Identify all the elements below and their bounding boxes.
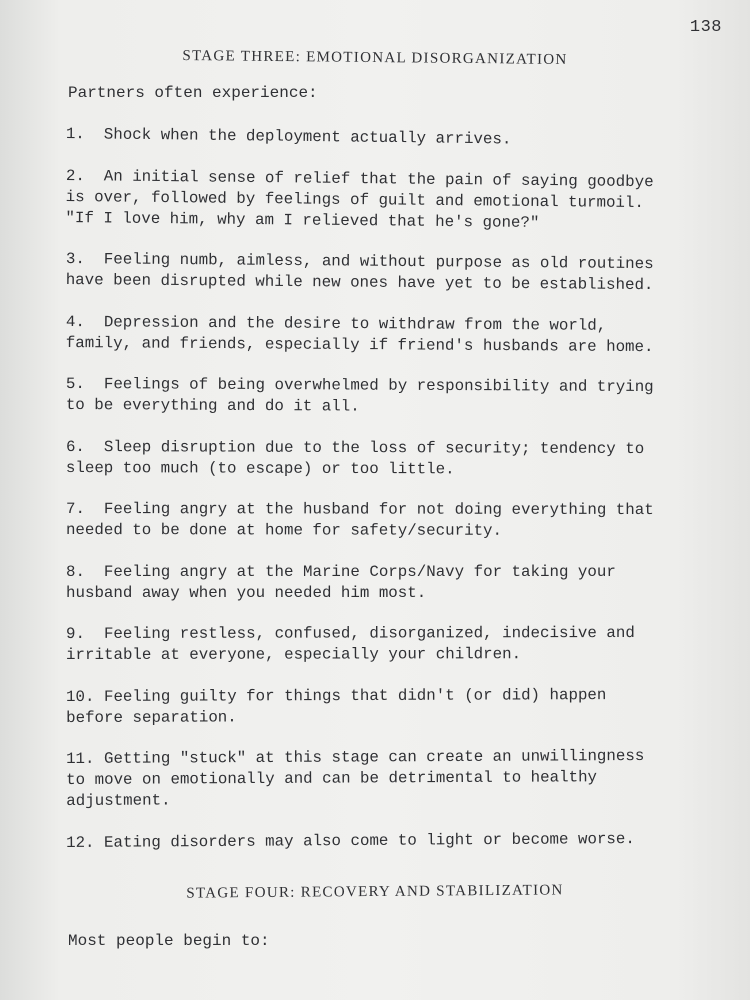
- list-item: 3. Feeling numb, aimless, and without purpose as old routines have been disrupted while new ones have yet to be established.: [65, 249, 654, 295]
- list-item: 7. Feeling angry at the husband for not doing everything that needed to be done at home for safety/security.: [65, 500, 654, 540]
- list-item: 5. Feelings of being overwhelmed by responsibility and trying to be everything and do it all.: [65, 375, 654, 416]
- stage-three-list: [66, 124, 726, 874]
- list-item: 11. Getting "stuck" at this stage can create an unwillingness to move on emotionally and can be detrimental to healthy adjustment.: [66, 746, 645, 810]
- stage-three-intro: Partners often experience:: [68, 84, 318, 102]
- list-item: 4. Depression and the desire to withdraw from the world, family, and friends, especially if friend's husbands are home.: [65, 312, 654, 356]
- list-item: 2. An initial sense of relief that the pain of saying goodbye is over, followed by feelings of guilt and emotional turmoil. "If I love him, why am I relieved that he's gone?": [65, 166, 654, 232]
- list-item: 1. Shock when the deployment actually arrives.: [65, 124, 512, 149]
- list-item: 12. Eating disorders may also come to light or become worse.: [66, 829, 635, 852]
- stage-four-intro: Most people begin to:: [68, 932, 270, 950]
- page-number: 138: [689, 18, 722, 37]
- list-item: 9. Feeling restless, confused, disorganized, indecisive and irritable at everyone, especially your children.: [66, 624, 635, 664]
- list-item: 8. Feeling angry at the Marine Corps/Navy for taking your husband away when you needed him most.: [66, 562, 616, 602]
- list-item: 10. Feeling guilty for things that didn't (or did) happen before separation.: [66, 685, 607, 727]
- list-item: 6. Sleep disruption due to the loss of security; tendency to sleep too much (to escape) or too little.: [65, 437, 645, 478]
- stage-three-heading: STAGE THREE: EMOTIONAL DISORGANIZATION: [182, 47, 568, 69]
- stage-four-heading: STAGE FOUR: RECOVERY AND STABILIZATION: [186, 882, 564, 902]
